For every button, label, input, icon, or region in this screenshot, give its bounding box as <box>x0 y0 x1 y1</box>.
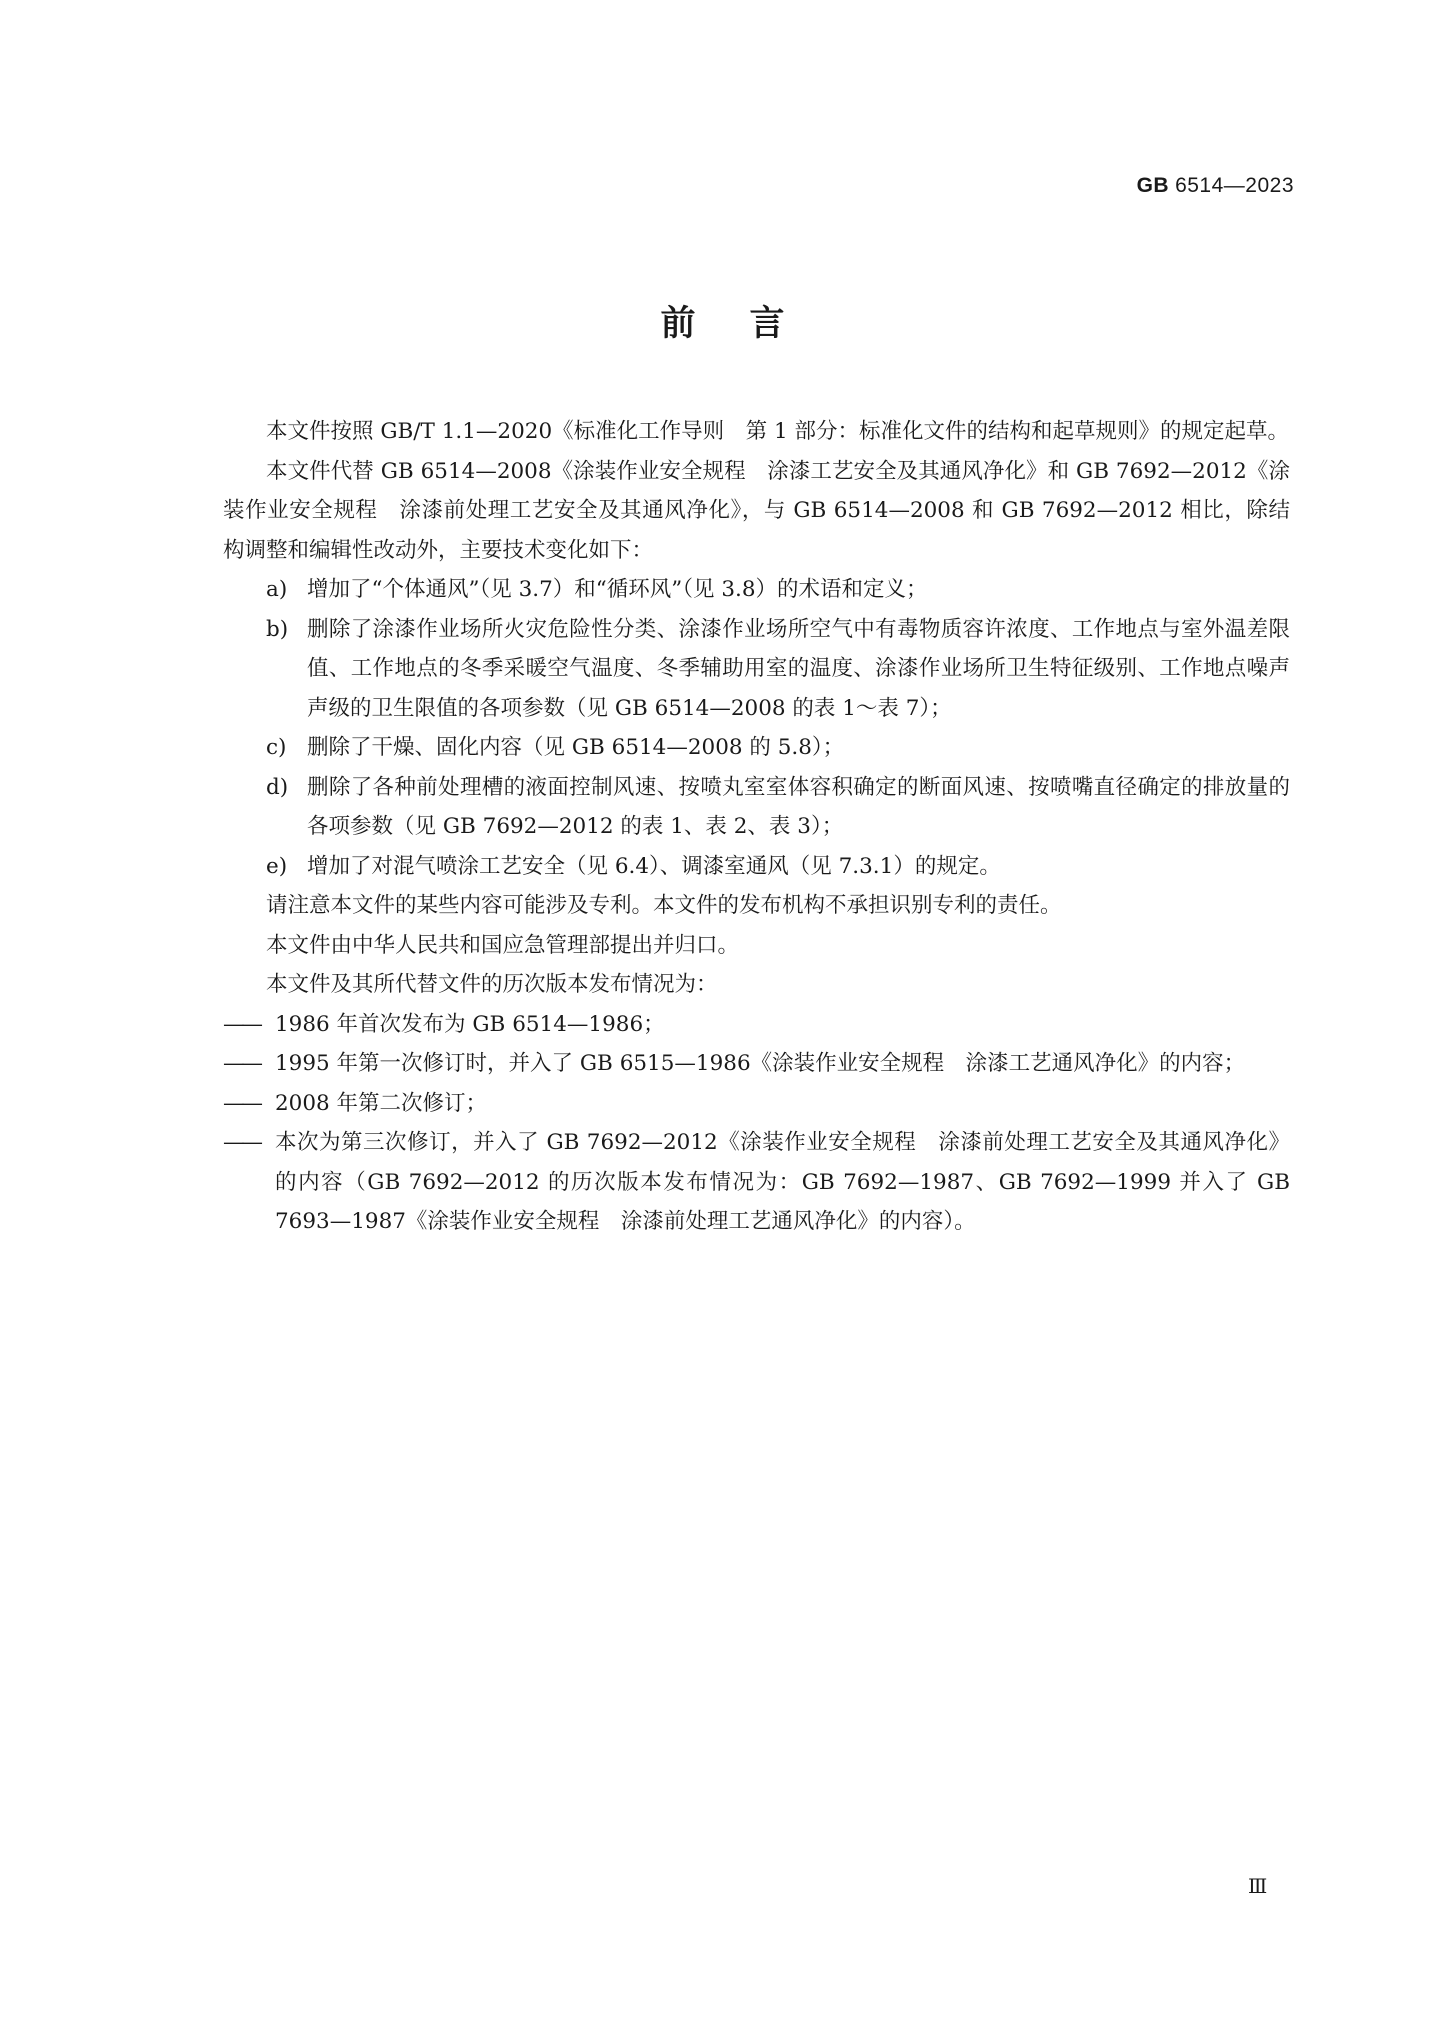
page-number: Ⅲ <box>1248 1876 1268 1898</box>
history-item-dash: —— <box>223 1051 260 1076</box>
change-item-text: 删除了干燥、固化内容（见 GB 6514—2008 的 5.8）； <box>307 735 845 760</box>
history-item <box>223 1084 1290 1124</box>
paragraph-drafting-rules: 本文件按照 GB/T 1.1—2020《标准化工作导则 第 1 部分：标准化文件的结构和起草规则》的规定起草。 <box>266 419 1289 444</box>
paragraph-proposer: 本文件由中华人民共和国应急管理部提出并归口。 <box>266 932 740 958</box>
paragraph-replacement: 本文件代替 GB 6514—2008《涂装作业安全规程 涂漆工艺安全及其通风净化》和 GB 7692—2012《涂装作业安全规程 涂漆前处理工艺安全及其通风净化》，与 GB 6514—2008 和 GB 7692—2012 相比，除结构调整和编辑性改动外，主要技术变化如下： <box>223 458 1290 563</box>
history-item-dash: —— <box>223 1090 260 1116</box>
paragraph-patent-note: 请注意本文件的某些内容可能涉及专利。本文件的发布机构不承担识别专利的责任。 <box>266 893 1062 918</box>
history-item-text: 1986 年首次发布为 GB 6514—1986； <box>275 1011 665 1037</box>
history-item-text: 2008 年第二次修订； <box>275 1090 488 1116</box>
change-item-marker: b) <box>266 616 289 642</box>
history-item <box>223 1123 1290 1242</box>
foreword-body <box>223 412 1290 1242</box>
paragraph-history-intro: 本文件及其所代替文件的历次版本发布情况为： <box>266 972 718 997</box>
change-item <box>223 847 1290 887</box>
history-item-dash: —— <box>223 1130 260 1155</box>
change-item-marker: e) <box>266 853 288 879</box>
standard-code-number: 6514—2023 <box>1175 174 1294 197</box>
change-item <box>223 570 1290 610</box>
change-item-text: 删除了各种前处理槽的液面控制风速、按喷丸室室体容积确定的断面风速、按喷嘴直径确定的排放量的各项参数（见 GB 7692—2012 的表 1、表 2、表 3）； <box>307 774 1290 839</box>
change-item <box>223 768 1290 847</box>
change-item-marker: a) <box>266 577 288 602</box>
change-item-text: 增加了“个体通风”（见 3.7）和“循环风”（见 3.8）的术语和定义； <box>307 577 928 602</box>
history-item-text: 1995 年第一次修订时，并入了 GB 6515—1986《涂装作业安全规程 涂漆工艺通风净化》的内容； <box>275 1051 1246 1076</box>
change-item <box>223 728 1290 768</box>
history-item <box>223 1044 1290 1084</box>
change-item-text: 删除了涂漆作业场所火灾危险性分类、涂漆作业场所空气中有毒物质容许浓度、工作地点与室外温差限值、工作地点的冬季采暖空气温度、冬季辅助用室的温度、涂漆作业场所卫生特征级别、工作地点噪声声级的卫生限值的各项参数（见 GB 6514—2008 的表 1～表 7）； <box>307 616 1290 721</box>
history-item <box>223 1005 1290 1045</box>
standard-code-prefix: GB <box>1136 174 1170 197</box>
change-item <box>223 610 1290 729</box>
standard-code <box>1137 174 1294 198</box>
change-item-marker: c) <box>266 735 287 760</box>
history-item-text: 本次为第三次修订，并入了 GB 7692—2012《涂装作业安全规程 涂漆前处理工艺安全及其通风净化》的内容（GB 7692—2012 的历次版本发布情况为：GB 7692—1987、GB 7692—1999 并入了 GB 7693—1987《涂装作业安全规程 涂漆前处理工艺通风净化》的内容）。 <box>275 1130 1290 1234</box>
change-item-marker: d) <box>266 774 289 800</box>
history-item-dash: —— <box>223 1011 260 1037</box>
change-item-text: 增加了对混气喷涂工艺安全（见 6.4）、调漆室通风（见 7.3.1）的规定。 <box>307 853 1001 879</box>
page-title: 前言 <box>660 304 839 344</box>
